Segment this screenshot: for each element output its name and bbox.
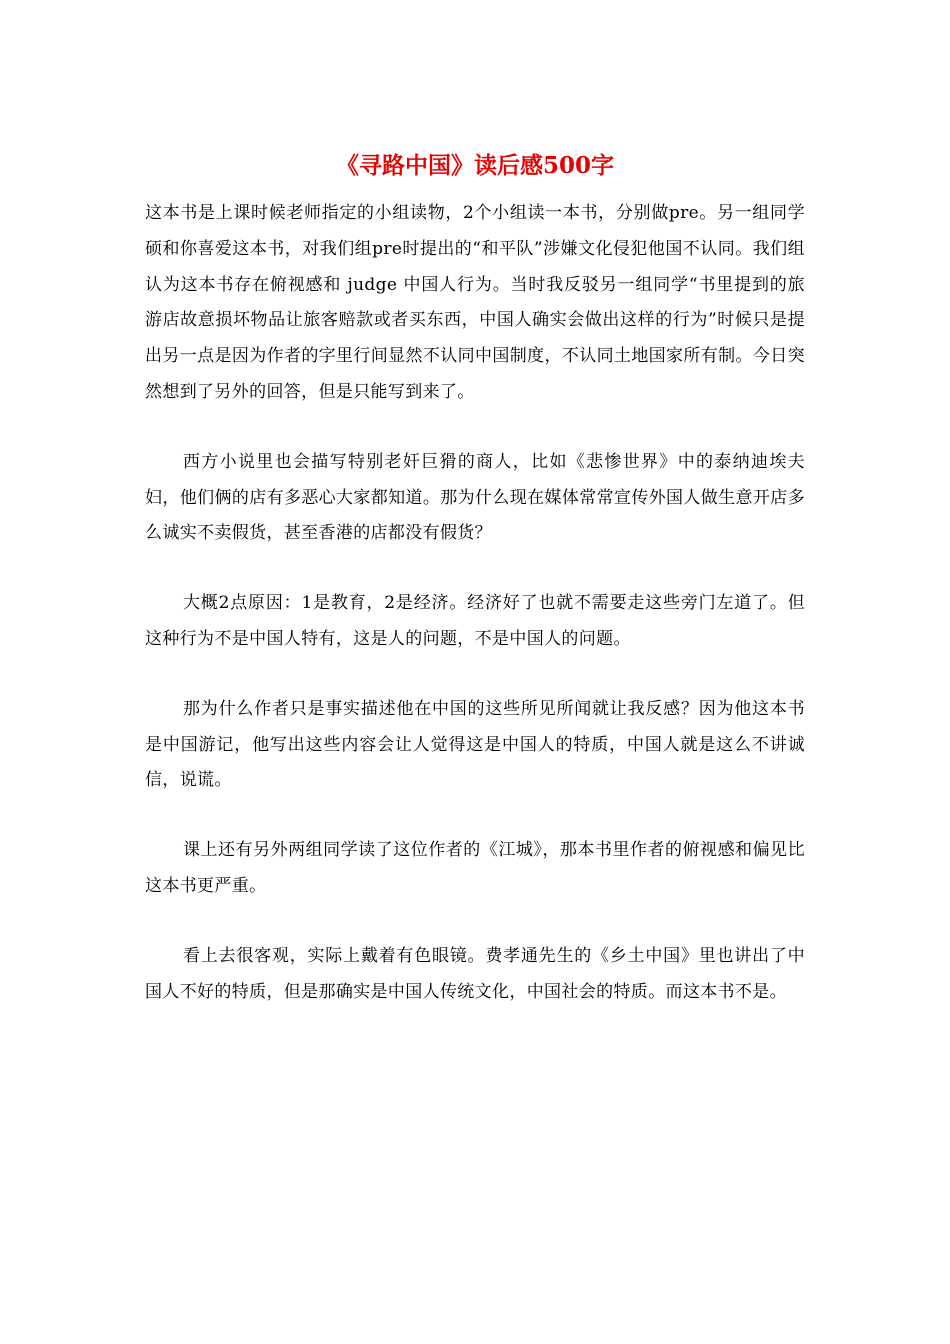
document-body xyxy=(145,196,805,1044)
paragraph-3: 大概2点原因：1是教育，2是经济。经济好了也就不需要走这些旁门左道了。但这种行为不是中国人特有，这是人的问题，不是中国人的问题。 xyxy=(145,593,805,649)
paragraph-5: 课上还有另外两组同学读了这位作者的《江城》，那本书里作者的俯视感和偏见比这本书更严重。 xyxy=(145,840,805,896)
paragraph-2: 西方小说里也会描写特别老奸巨猾的商人，比如《悲惨世界》中的泰纳迪埃夫妇，他们俩的店有多恶心大家都知道。那为什么现在媒体常常宣传外国人做生意开店多么诚实不卖假货，甚至香港的店都没有假货？ xyxy=(145,451,805,544)
paragraph-1: 这本书是上课时候老师指定的小组读物，2个小组读一本书，分别做pre。另一组同学硕和你喜爱这本书，对我们组pre时提出的“和平队”涉嫌文化侵犯他国不认同。我们组认为这本书存在俯视感和 judge 中国人行为。当时我反驳另一组同学“书里提到的旅游店故意损坏物品让旅客赔款或者买东西，中国人确实会做出这样的行为”时候只是提出另一点是因为作者的字里行间显然不认同中国制度，不认同土地国家所有制。今日突然想到了另外的回答，但是只能写到来了。 xyxy=(145,203,805,402)
paragraph-4: 那为什么作者只是事实描述他在中国的这些所见所闻就让我反感？因为他这本书是中国游记，他写出这些内容会让人觉得这是中国人的特质，中国人就是这么不讲诚信，说谎。 xyxy=(145,698,805,791)
document-title: 《寻路中国》读后感500字 xyxy=(335,152,614,179)
paragraph-6: 看上去很客观，实际上戴着有色眼镜。费孝通先生的《乡土中国》里也讲出了中国人不好的特质，但是那确实是中国人传统文化，中国社会的特质。而这本书不是。 xyxy=(145,945,805,1002)
